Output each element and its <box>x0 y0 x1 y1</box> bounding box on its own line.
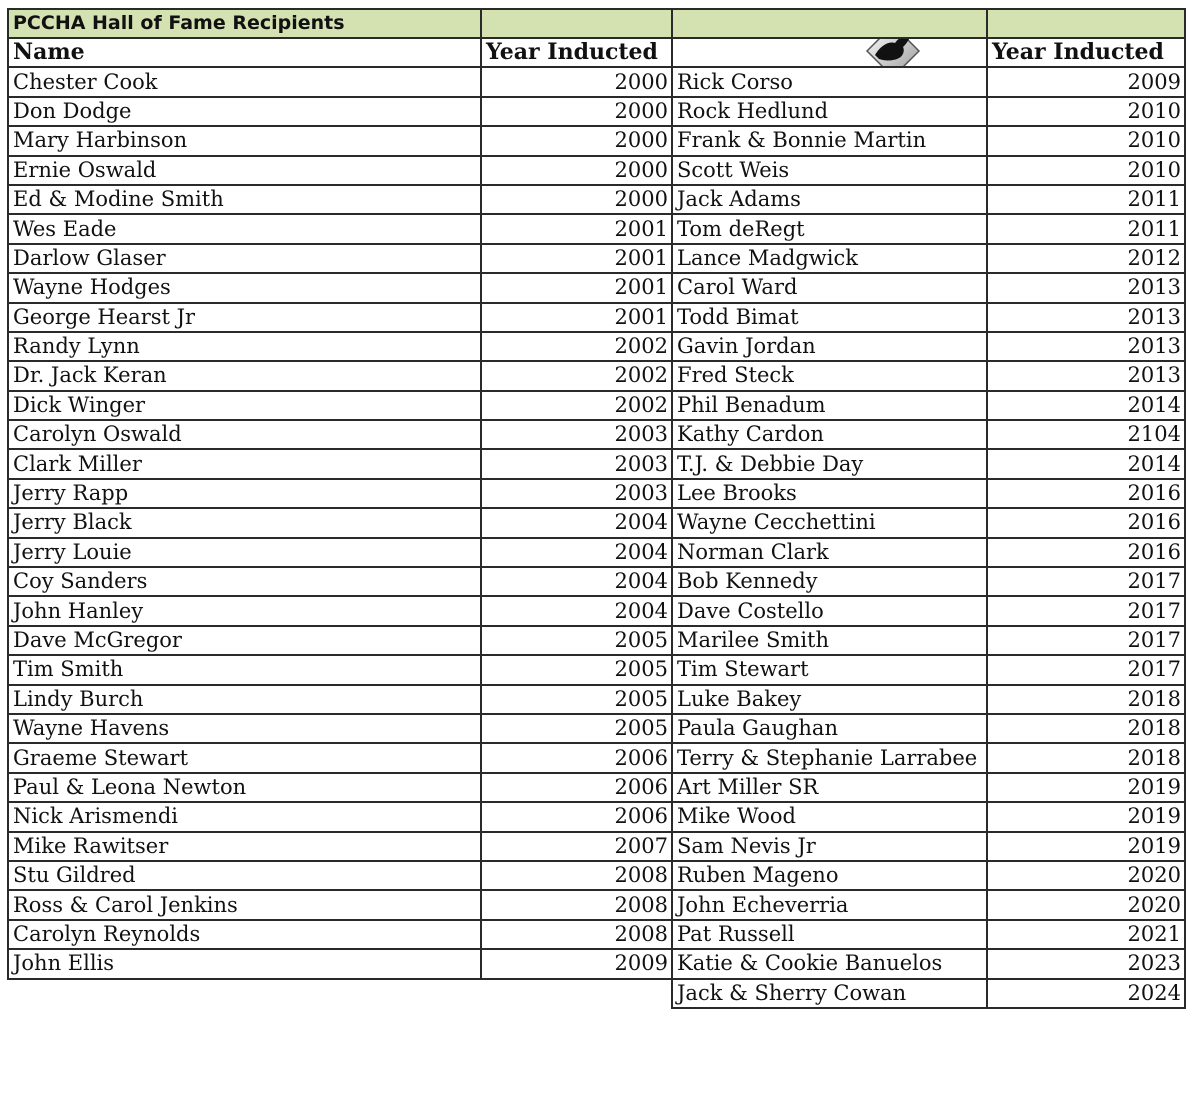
recipient-name: Darlow Glaser <box>8 244 481 273</box>
recipient-name: George Hearst Jr <box>8 303 481 332</box>
year-inducted: 2010 <box>987 97 1185 126</box>
table-row <box>8 655 1185 684</box>
recipient-name: Wayne Havens <box>8 714 481 743</box>
recipient-name: Wayne Hodges <box>8 273 481 302</box>
recipient-name: Jack Adams <box>672 185 987 214</box>
year-inducted: 2004 <box>481 508 672 537</box>
recipient-name: John Echeverria <box>672 890 987 919</box>
recipient-name: Graeme Stewart <box>8 743 481 772</box>
year-inducted: 2013 <box>987 273 1185 302</box>
year-header-right: Year Inducted <box>987 38 1185 67</box>
year-inducted: 2019 <box>987 832 1185 861</box>
recipient-name: Art Miller SR <box>672 773 987 802</box>
table-row <box>8 303 1185 332</box>
year-inducted: 2000 <box>481 126 672 155</box>
recipient-name: Dave Costello <box>672 596 987 625</box>
recipient-name: Don Dodge <box>8 97 481 126</box>
year-inducted: 2017 <box>987 626 1185 655</box>
year-inducted: 2003 <box>481 449 672 478</box>
recipient-name: Mike Rawitser <box>8 832 481 861</box>
recipient-name: Todd Bimat <box>672 303 987 332</box>
year-inducted: 2008 <box>481 920 672 949</box>
table-row <box>8 567 1185 596</box>
table-row <box>8 949 1185 978</box>
recipient-name: Mike Wood <box>672 802 987 831</box>
recipient-name: John Hanley <box>8 596 481 625</box>
year-inducted: 2013 <box>987 332 1185 361</box>
table-row <box>8 743 1185 772</box>
year-inducted: 2016 <box>987 538 1185 567</box>
year-inducted: 2009 <box>987 67 1185 96</box>
name-header-right <box>672 38 987 67</box>
table-row <box>8 596 1185 625</box>
recipient-name: Sam Nevis Jr <box>672 832 987 861</box>
year-inducted: 2001 <box>481 303 672 332</box>
recipient-name: John Ellis <box>8 949 481 978</box>
year-inducted: 2014 <box>987 391 1185 420</box>
year-inducted: 2012 <box>987 244 1185 273</box>
year-inducted: 2006 <box>481 743 672 772</box>
year-inducted: 2020 <box>987 861 1185 890</box>
table-row <box>8 802 1185 831</box>
recipient-name: Carolyn Reynolds <box>8 920 481 949</box>
year-inducted: 2005 <box>481 685 672 714</box>
recipient-name: Terry & Stephanie Larrabee <box>672 743 987 772</box>
year-inducted: 2004 <box>481 567 672 596</box>
table-row <box>8 832 1185 861</box>
year-inducted: 2000 <box>481 97 672 126</box>
table-row <box>8 773 1185 802</box>
recipient-name: Frank & Bonnie Martin <box>672 126 987 155</box>
recipient-name: Clark Miller <box>8 449 481 478</box>
year-inducted: 2010 <box>987 126 1185 155</box>
recipient-name: Tim Smith <box>8 655 481 684</box>
year-inducted: 2018 <box>987 714 1185 743</box>
recipient-name: Dr. Jack Keran <box>8 361 481 390</box>
table-row <box>8 508 1185 537</box>
recipient-name: Ed & Modine Smith <box>8 185 481 214</box>
empty-cell <box>8 979 481 1008</box>
table-row <box>8 185 1185 214</box>
year-inducted: 2104 <box>987 420 1185 449</box>
year-inducted: 2009 <box>481 949 672 978</box>
recipient-name: Phil Benadum <box>672 391 987 420</box>
year-inducted: 2024 <box>987 979 1185 1008</box>
recipient-name: Norman Clark <box>672 538 987 567</box>
recipient-name: Lee Brooks <box>672 479 987 508</box>
year-inducted: 2020 <box>987 890 1185 919</box>
table-row <box>8 920 1185 949</box>
recipient-name: Fred Steck <box>672 361 987 390</box>
year-header-left: Year Inducted <box>481 38 672 67</box>
year-inducted: 2016 <box>987 479 1185 508</box>
recipient-name: Marilee Smith <box>672 626 987 655</box>
table-row <box>8 126 1185 155</box>
recipient-name: Rock Hedlund <box>672 97 987 126</box>
recipient-name: Ruben Mageno <box>672 861 987 890</box>
year-inducted: 2019 <box>987 773 1185 802</box>
year-inducted: 2005 <box>481 714 672 743</box>
year-inducted: 2017 <box>987 655 1185 684</box>
recipient-name: Chester Cook <box>8 67 481 96</box>
empty-cell <box>481 979 672 1008</box>
table-row <box>8 420 1185 449</box>
recipient-name: Ernie Oswald <box>8 156 481 185</box>
table-row <box>8 67 1185 96</box>
title-filler-cell <box>481 9 672 38</box>
year-inducted: 2021 <box>987 920 1185 949</box>
year-inducted: 2002 <box>481 391 672 420</box>
recipient-name: Stu Gildred <box>8 861 481 890</box>
year-inducted: 2017 <box>987 567 1185 596</box>
year-inducted: 2016 <box>987 508 1185 537</box>
year-inducted: 2002 <box>481 332 672 361</box>
recipient-name: Bob Kennedy <box>672 567 987 596</box>
year-inducted: 2002 <box>481 361 672 390</box>
year-inducted: 2003 <box>481 479 672 508</box>
recipient-name: Tim Stewart <box>672 655 987 684</box>
year-inducted: 2018 <box>987 743 1185 772</box>
recipient-name: Mary Harbinson <box>8 126 481 155</box>
year-inducted: 2011 <box>987 214 1185 243</box>
table-row <box>8 479 1185 508</box>
recipient-name: Rick Corso <box>672 67 987 96</box>
header-row <box>8 38 1185 67</box>
recipient-name: Paul & Leona Newton <box>8 773 481 802</box>
year-inducted: 2000 <box>481 185 672 214</box>
sheet-title: PCCHA Hall of Fame Recipients <box>8 9 481 38</box>
table-row <box>8 361 1185 390</box>
year-inducted: 2006 <box>481 802 672 831</box>
table-row <box>8 244 1185 273</box>
year-inducted: 2019 <box>987 802 1185 831</box>
year-inducted: 2018 <box>987 685 1185 714</box>
year-inducted: 2008 <box>481 890 672 919</box>
recipient-name: Kathy Cardon <box>672 420 987 449</box>
title-filler-cell <box>672 9 987 38</box>
table-row <box>8 332 1185 361</box>
recipient-name: Nick Arismendi <box>8 802 481 831</box>
title-row <box>8 9 1185 38</box>
title-filler-cell <box>987 9 1185 38</box>
year-inducted: 2001 <box>481 273 672 302</box>
recipient-name: Pat Russell <box>672 920 987 949</box>
recipient-name: Lance Madgwick <box>672 244 987 273</box>
recipient-name: Jerry Black <box>8 508 481 537</box>
year-inducted: 2013 <box>987 361 1185 390</box>
table-row <box>8 685 1185 714</box>
year-inducted: 2003 <box>481 420 672 449</box>
recipient-name: Randy Lynn <box>8 332 481 361</box>
year-inducted: 2005 <box>481 655 672 684</box>
year-inducted: 2023 <box>987 949 1185 978</box>
table-row <box>8 626 1185 655</box>
recipient-name: Carol Ward <box>672 273 987 302</box>
recipient-name: Dave McGregor <box>8 626 481 655</box>
table-row <box>8 97 1185 126</box>
recipient-name: Katie & Cookie Banuelos <box>672 949 987 978</box>
recipient-name: Ross & Carol Jenkins <box>8 890 481 919</box>
recipient-name: Lindy Burch <box>8 685 481 714</box>
year-inducted: 2000 <box>481 156 672 185</box>
year-inducted: 2001 <box>481 244 672 273</box>
table-row <box>8 214 1185 243</box>
year-inducted: 2000 <box>481 67 672 96</box>
table-row <box>8 156 1185 185</box>
recipient-name: Luke Bakey <box>672 685 987 714</box>
recipient-name: Scott Weis <box>672 156 987 185</box>
horse-logo-icon <box>861 38 925 67</box>
year-inducted: 2004 <box>481 538 672 567</box>
table-row <box>8 391 1185 420</box>
recipient-name: Tom deRegt <box>672 214 987 243</box>
year-inducted: 2001 <box>481 214 672 243</box>
hall-of-fame-table <box>7 8 1186 1009</box>
name-header-left: Name <box>8 38 481 67</box>
year-inducted: 2007 <box>481 832 672 861</box>
year-inducted: 2006 <box>481 773 672 802</box>
year-inducted: 2010 <box>987 156 1185 185</box>
recipient-name: Wayne Cecchettini <box>672 508 987 537</box>
year-inducted: 2014 <box>987 449 1185 478</box>
recipient-name: Jack & Sherry Cowan <box>672 979 987 1008</box>
recipient-name: Paula Gaughan <box>672 714 987 743</box>
recipient-name: Dick Winger <box>8 391 481 420</box>
table-row <box>8 273 1185 302</box>
recipient-name: Jerry Louie <box>8 538 481 567</box>
recipient-name: Wes Eade <box>8 214 481 243</box>
year-inducted: 2013 <box>987 303 1185 332</box>
year-inducted: 2004 <box>481 596 672 625</box>
recipient-name: Jerry Rapp <box>8 479 481 508</box>
recipient-name: Coy Sanders <box>8 567 481 596</box>
table-row <box>8 979 1185 1008</box>
table-body <box>8 9 1185 1008</box>
table-row <box>8 538 1185 567</box>
table-row <box>8 861 1185 890</box>
recipient-name: T.J. & Debbie Day <box>672 449 987 478</box>
recipient-name: Carolyn Oswald <box>8 420 481 449</box>
table-row <box>8 714 1185 743</box>
year-inducted: 2008 <box>481 861 672 890</box>
year-inducted: 2011 <box>987 185 1185 214</box>
hall-of-fame-sheet <box>7 8 1186 1009</box>
year-inducted: 2017 <box>987 596 1185 625</box>
year-inducted: 2005 <box>481 626 672 655</box>
recipient-name: Gavin Jordan <box>672 332 987 361</box>
table-row <box>8 890 1185 919</box>
table-row <box>8 449 1185 478</box>
